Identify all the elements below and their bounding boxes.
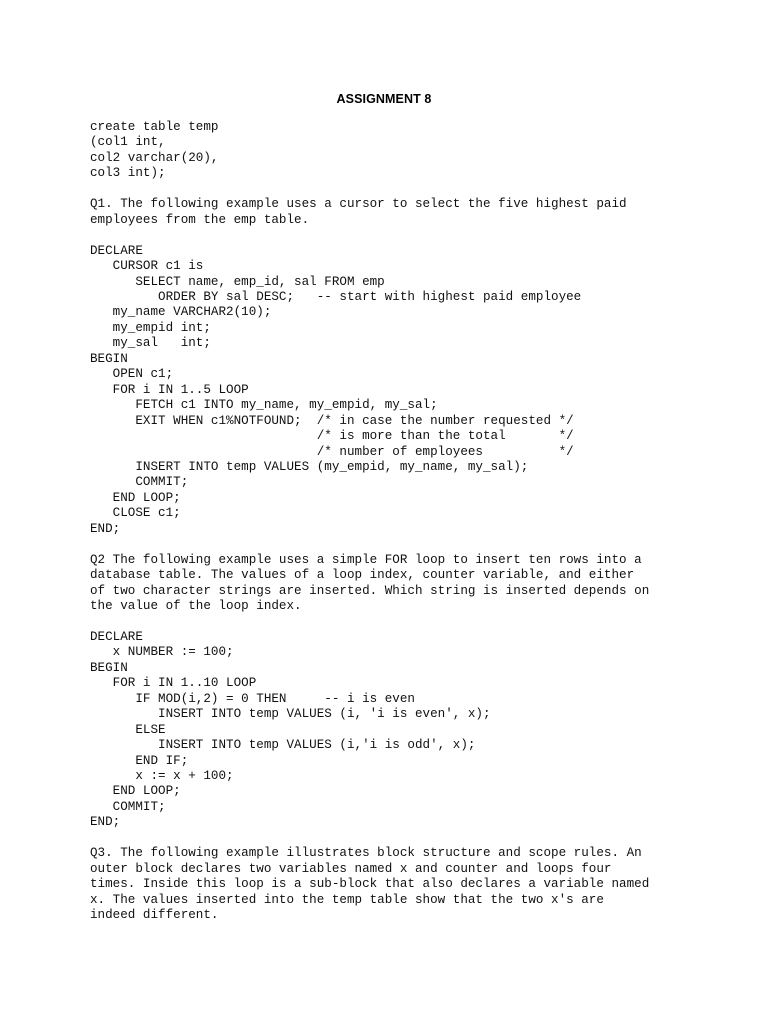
q1-code-block: DECLARE CURSOR c1 is SELECT name, emp_id, sal FROM emp ORDER BY sal DESC; -- start with highest paid employee my_name VARCHAR2(10); my_empid int; my_sal int; BEGIN OPEN c1; FOR i IN 1..5 LOOP FETCH c1 INTO my_name, my_empid, my_sal; EXIT WHEN c1%NOTFOUND; /* in case the number requested */ /* is more than the total */ /* number of employees */ INSERT INTO temp VALUES (my_empid, my_name, my_sal); COMMIT; END LOOP; CLOSE c1; END; <box>90 243 582 536</box>
create-table-code: create table temp (col1 int, col2 varchar(20), col3 int); <box>90 120 219 181</box>
q1-question-text: Q1. The following example uses a cursor to select the five highest paid employees from the emp table. <box>90 197 627 227</box>
page-title: ASSIGNMENT 8 <box>336 92 432 106</box>
document-body <box>90 120 649 924</box>
q2-question-text: Q2 The following example uses a simple FOR loop to insert ten rows into a database table. The values of a loop index, counter variable, and either of two character strings are inserted. Which string is inserted depends on the value of the loop index. <box>90 552 650 614</box>
q2-code-block: DECLARE x NUMBER := 100; BEGIN FOR i IN 1..10 LOOP IF MOD(i,2) = 0 THEN -- i is even INSERT INTO temp VALUES (i, 'i is even', x); ELSE INSERT INTO temp VALUES (i,'i is odd', x); END IF; x := x + 100; END LOOP; COMMIT; END; <box>90 629 491 830</box>
q3-question-text: Q3. The following example illustrates block structure and scope rules. An outer block declares two variables named x and counter and loops four times. Inside this loop is a sub-block that also declares a variable named x. The values inserted into the temp table show that the two x's are indeed different. <box>90 846 650 923</box>
